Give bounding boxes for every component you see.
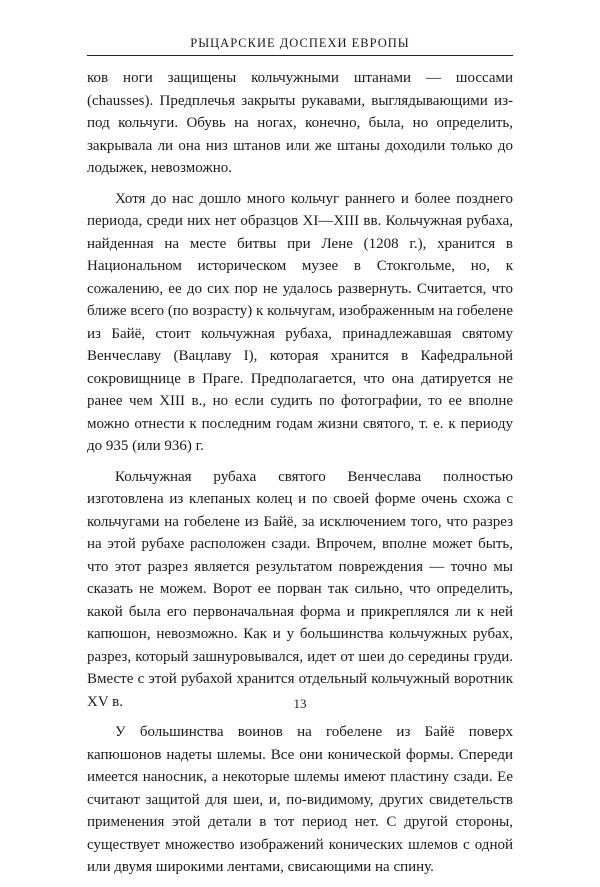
paragraph-4: У большинства воинов на гобелене из Байё поверх капюшонов надеты шлемы. Все они конической формы. Спереди имеется наносник, а некоторые шлемы имеют пластину сзади. Ее считают защитой для шеи, и, по-видимому, других свидетельств применения этой детали в тот период нет. С другой стороны, существует множество изображений конических шлемов с одной или двумя широкими лентами, свисающими на спину. — [87, 724, 513, 875]
running-header: РЫЦАРСКИЕ ДОСПЕХИ ЕВРОПЫ — [190, 36, 410, 50]
paragraph-3: Кольчужная рубаха святого Венчеслава полностью изготовлена из клепаных колец и по своей форме очень схожа с кольчугами на гобелене из Байё, за исключением того, что разрез на этой рубахе расположен сзади. Впрочем, вполне может быть, что этот разрез является результатом повреждения — точно мы сказать не можем. Ворот ее порван так сильно, что определить, какой была его первоначальная форма и прикреплялся ли к ней капюшон, невозможно. Как и у большинства кольчужных рубах, разрез, который зашнуровывался, идет от шеи до середины груди. Вместе с этой рубахой хранится отдельный кольчужный воротник XV в. — [87, 468, 513, 710]
header-rule — [87, 55, 513, 56]
body-text — [87, 67, 513, 887]
page-number: 13 — [293, 696, 307, 711]
paragraph-1: ков ноги защищены кольчужными штанами — шоссами (chausses). Предплечья закрыты рукавами, выглядывающими из-под кольчуги. Обувь на ногах, конечно, была, но определить, закрывала ли она низ штанов или же штаны доходили только до лодыжек, невозможно. — [87, 70, 513, 176]
paragraph-2: Хотя до нас дошло много кольчуг раннего и более позднего периода, среди них нет образцов XI—XIII вв. Кольчужная рубаха, найденная на месте битвы при Лене (1208 г.), хранится в Национальном историческом музее в Стокгольме, но, к сожалению, ее до сих пор не удалось развернуть. Считается, что ближе всего (по возрасту) к кольчугам, изображенным на гобелене из Байё, стоит кольчужная рубаха, принадлежавшая святому Венчеславу (Вацлаву I), которая хранится в Кафедральной сокровищнице в Праге. Предполагается, что она датируется не ранее чем XIII в., но если судить по фотографии, то ее вполне можно отнести к последним годам жизни святого, т. е. к периоду до 935 (или 936) г. — [87, 190, 513, 454]
